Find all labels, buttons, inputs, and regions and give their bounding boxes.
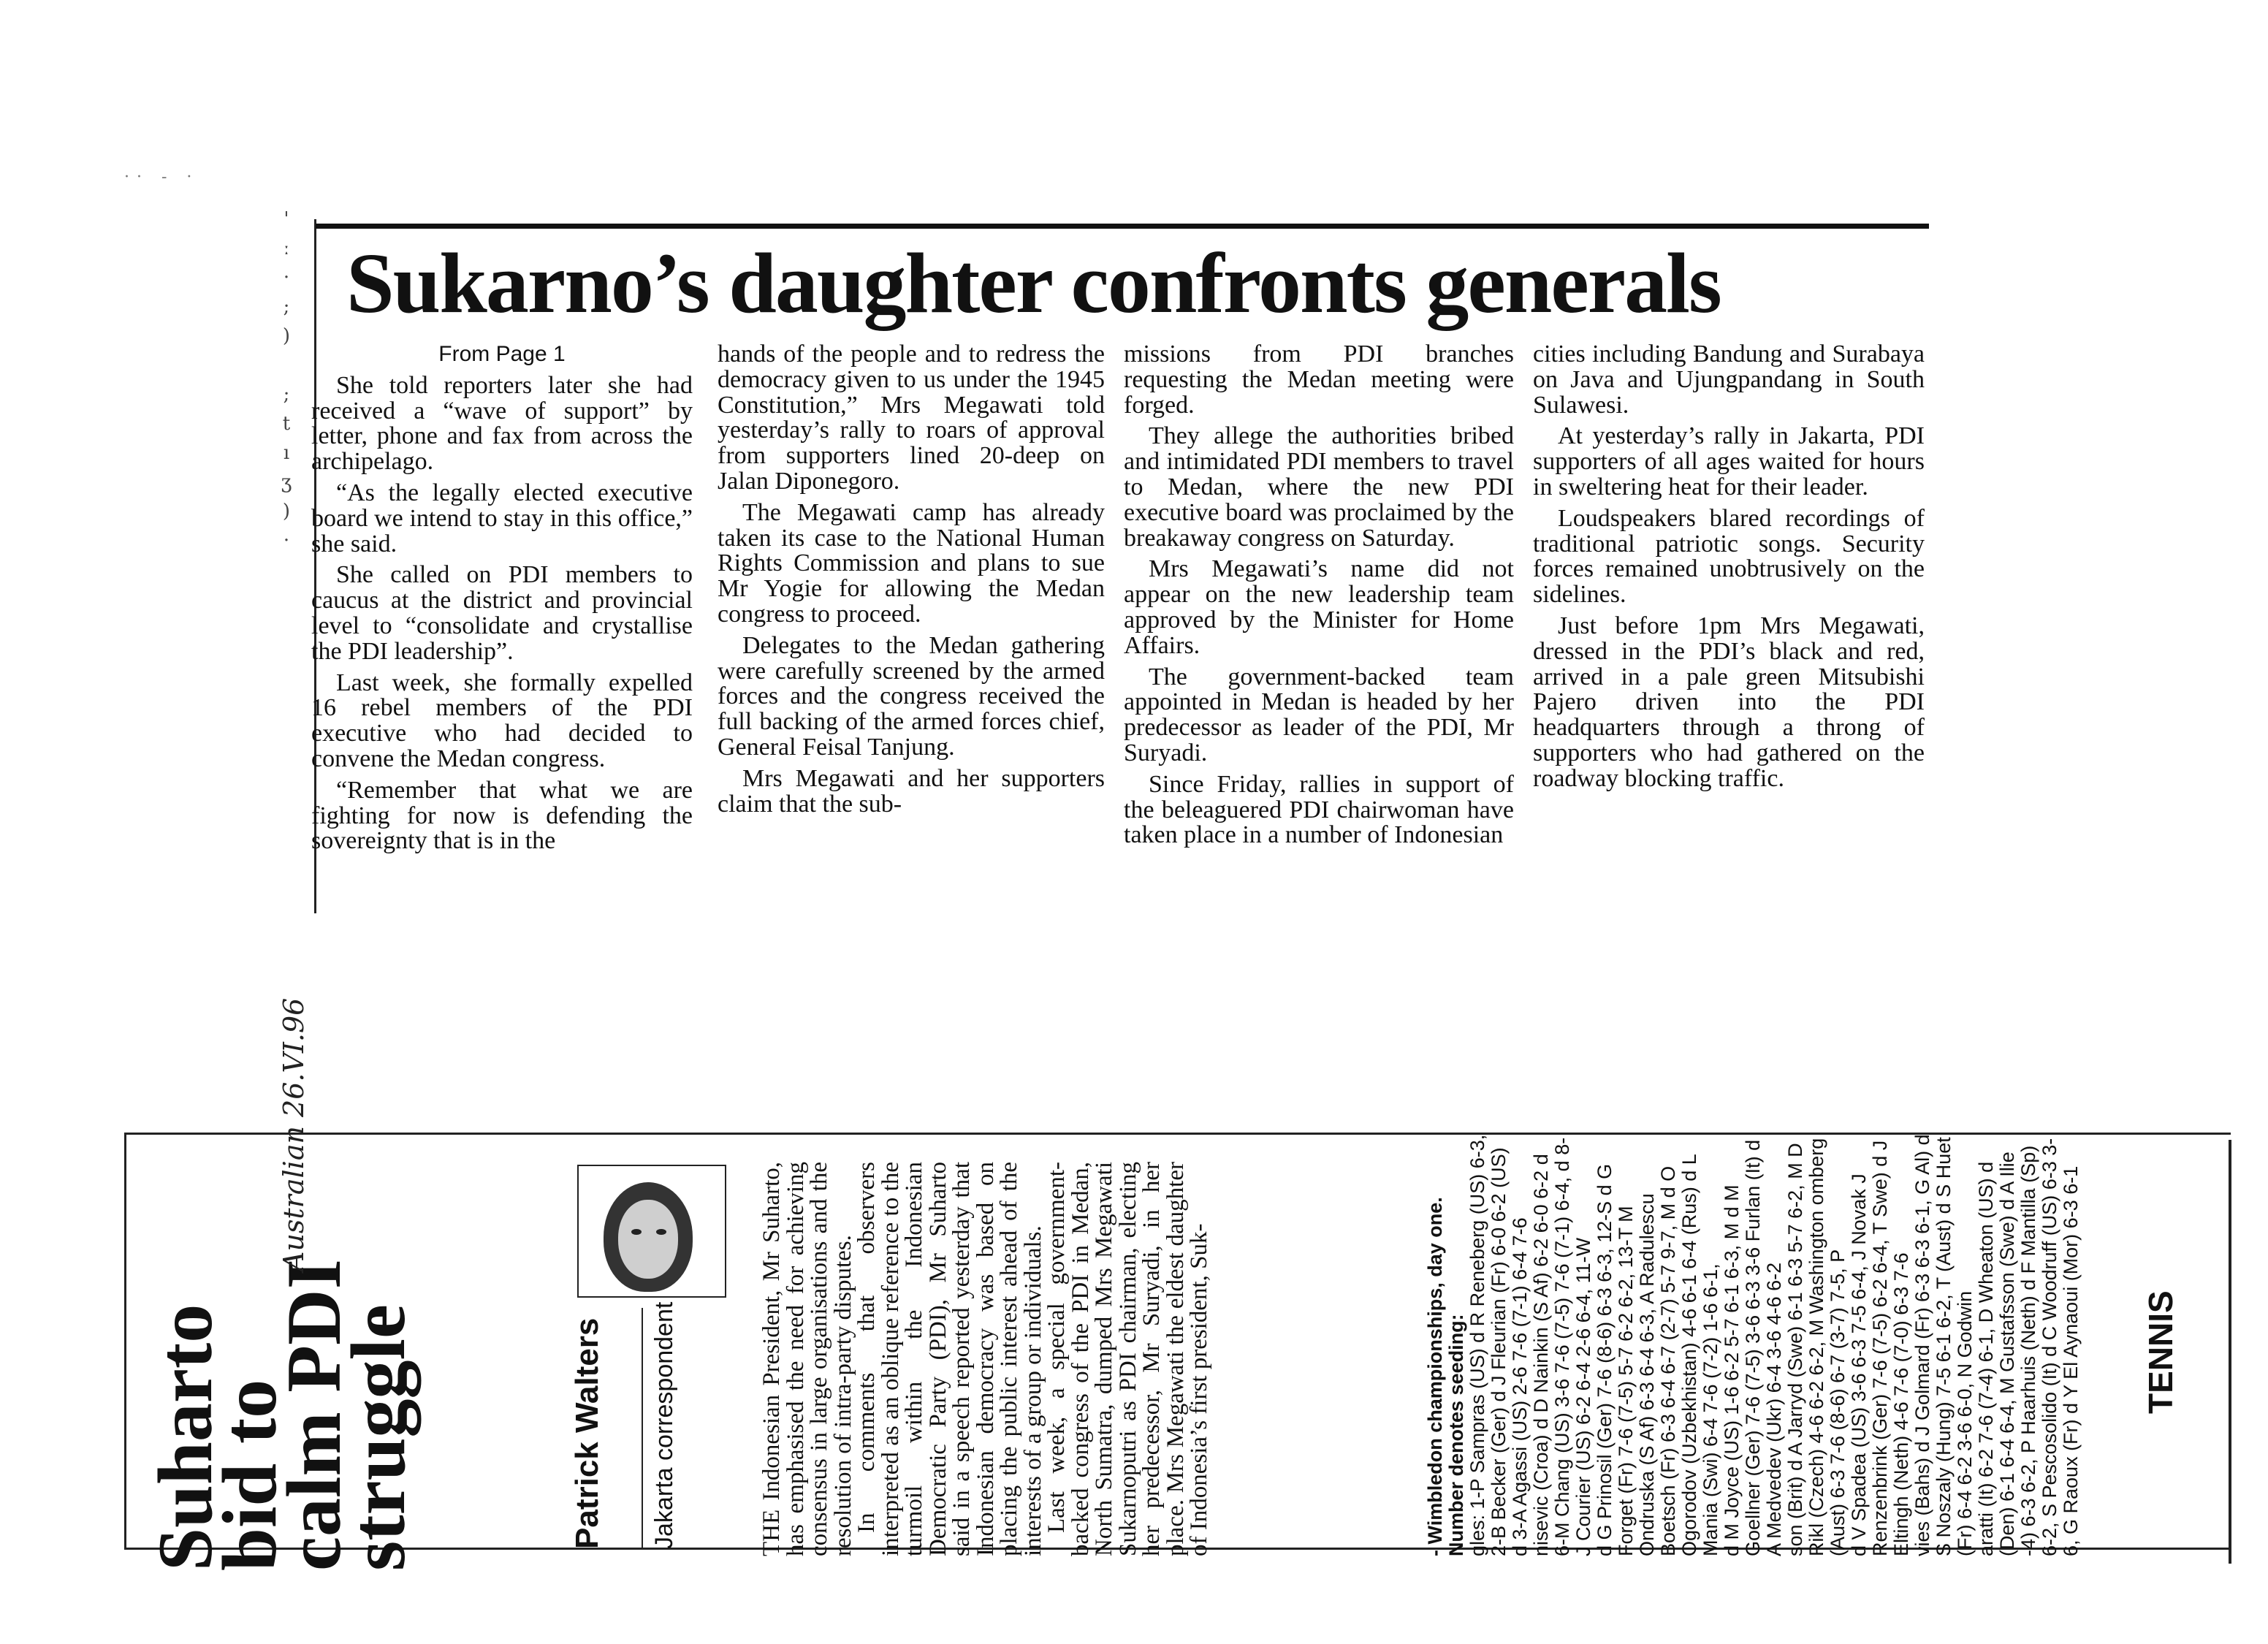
article-headline: Sukarno’s daughter confronts generals bbox=[346, 235, 1721, 331]
tennis-result-line: aratti (It) 6-2 7-6 (7-4) 6-1, D Wheaton (US) d (Den) 6-1 6-4 6-4, M Gustafsson (Swe) d A Ilie -4) 6-3 6-2, P Haarhuis (Neth) d F Mantilla (Sp) bbox=[1975, 1145, 2039, 1556]
byline-name: Patrick Walters bbox=[569, 1317, 605, 1549]
tennis-result-line: d M Joyce (US) 1-6 6-2 5-7 6-1 6-3, M d M Goellner (Ger) 7-6 (7-5) 3-6 6-3 3-6 Furlan (It) d A Medvedev (Ukr) 6-4 3-6 4-6 6-2 bbox=[1721, 1139, 1785, 1556]
tennis-result-line: Boetsch (Fr) 6-3 6-4 6-7 (2-7) 5-7 9-7, M d O Ogorodov (Uzbekhistan) 4-6 6-1 6-4 (Rus) d L Mania (Swi) 6-4 7-6 (7-2) 1-6 6-1, bbox=[1657, 1154, 1721, 1556]
tennis-heading: TENNIS bbox=[2142, 1290, 2180, 1414]
article-paragraph: Mrs Megawati’s name did not appear on the new leadership team approved by the Minister for Home Affairs. bbox=[1124, 555, 1514, 659]
author-photo bbox=[577, 1165, 726, 1298]
column-paragraphs bbox=[1124, 342, 1514, 848]
handwritten-annotation: Australian 26.VI.96 bbox=[278, 997, 310, 1271]
column-paragraphs bbox=[718, 342, 1105, 817]
photo-eye bbox=[656, 1229, 666, 1235]
article-paragraph: Last week, she formally expelled 16 rebel members of the PDI executive who had decided to convene the Medan congress. bbox=[311, 669, 693, 772]
article-paragraph: cities including Bandung and Surabaya on Java and Ujungpandang in South Sulawesi. bbox=[1533, 340, 1925, 419]
photo-face bbox=[618, 1200, 678, 1279]
article-paragraph: The government-backed team appointed in Medan is headed by her predecessor as leader of the PDI, Mr Suryadi. bbox=[1124, 663, 1514, 766]
article-paragraph: hands of the people and to redress the democracy given to us under the 1945 Constitution,” Mrs Megawati told yesterday’s rally to roars of approval from supporters lined 20-deep on Jalan Diponegoro. bbox=[718, 340, 1105, 495]
article-column-2 bbox=[718, 342, 1105, 817]
article-paragraph: Just before 1pm Mrs Megawati, dressed in the PDI’s black and red, arrived in a pale green Mitsubishi Pajero driven into the PDI headquarters through a throng of supporters who had gathered on the roadway blocking traffic. bbox=[1533, 612, 1925, 792]
headline-line: Suharto bbox=[142, 1304, 228, 1571]
article-paragraph: “Remember that what we are fighting for now is defending the sovereignty that is in the bbox=[311, 776, 693, 855]
byline-rule bbox=[642, 1308, 643, 1549]
secondary-headline bbox=[142, 1259, 421, 1571]
tennis-lines bbox=[1467, 1133, 2082, 1556]
tennis-result-line: d G Prinosil (Ger) 7-6 (8-6) 6-3 6-3, 12-S d G Forget (Fr) 7-6 (7-5) 5-7 6-2 6-2, 13-T M Ondruska (S Af) 6-3 6-4 6-3, A Radulescu bbox=[1594, 1163, 1658, 1556]
article-paragraph: They allege the authorities bribed and intimidated PDI members to travel to Medan, where the new PDI executive board was proclaimed by the breakaway congress on Saturday. bbox=[1124, 422, 1514, 552]
column-rule bbox=[2229, 1140, 2231, 1564]
article-paragraph: Mrs Megawati and her supporters claim that the sub- bbox=[718, 764, 1105, 818]
tennis-result-line: vies (Bahs) d J Golmard (Fr) 6-3 6-3 6-1, G Al) d S Noszaly (Hung) 7-5 6-1 6-2, T (Aust) d S Huet (Fr) 6-4 6-2 3-6 6-0, N Godwin bbox=[1911, 1134, 1976, 1556]
tennis-result-line: d V Spadea (US) 3-6 6-3 7-5 6-4, J Novak J Renzenbrink (Ger) 7-6 (7-5) 6-2 6-4, T Swe) d J Eltingh (Neth) 4-6 7-6 (7-0) 6-3 7-6 bbox=[1848, 1140, 1912, 1556]
article-column-4 bbox=[1533, 342, 1925, 792]
article-paragraph: missions from PDI branches requesting the Medan meeting were forged. bbox=[1124, 340, 1514, 419]
column-paragraphs bbox=[1533, 342, 1925, 792]
headline-line: calm PDI bbox=[271, 1259, 357, 1571]
tennis-intro: - Wimbledon championships, day one. Number denotes seeding: bbox=[1424, 1197, 1467, 1556]
article-paragraph: THE Indonesian President, Mr Suharto, has emphasised the need for achieving consensus in large organisations and the resolution of intra-party disputes. bbox=[758, 1162, 856, 1556]
cut-margin-marks: ' ː · ; ) ; t ı ʒ ) · bbox=[281, 208, 292, 552]
scan-artifact: ·· - · bbox=[124, 168, 199, 186]
article-paragraph: Delegates to the Medan gathering were carefully screened by the armed forces and the congress received the full backing of the armed forces chief, General Feisal Tanjung. bbox=[718, 631, 1105, 761]
article-paragraph: “As the legally elected executive board we intend to stay in this office,” she said. bbox=[311, 479, 693, 557]
column-paragraphs bbox=[311, 373, 693, 854]
article-column-1 bbox=[311, 342, 693, 854]
secondary-article-body bbox=[760, 1162, 1211, 1556]
article-paragraph: In comments that observers interpreted as an oblique reference to the turmoil within the Indonesian Democratic Party (PDI), Mr Suharto said in a speech reported yesterday that Indonesian democracy was based on placing the public interest ahead of the interests of a group or individuals. bbox=[853, 1162, 1046, 1556]
photo-eye bbox=[631, 1229, 642, 1235]
article-paragraph: Last week, a special government-backed congress of the PDI in Medan, North Sumatra, dumped Mrs Megawati Sukarnoputri as PDI chairman, electing her predecessor, Mr Suryadi, in her place. Mrs Megawati the eldest daughter of Indonesia’s first president, Suk- bbox=[1043, 1162, 1212, 1556]
headline-rule bbox=[316, 224, 1929, 229]
tennis-results bbox=[1425, 1133, 2082, 1556]
from-page-label: From Page 1 bbox=[438, 342, 566, 366]
article-paragraph: At yesterday’s rally in Jakarta, PDI supporters of all ages waited for hours in sweltering heat for their leader. bbox=[1533, 422, 1925, 501]
headline-line: struggle bbox=[335, 1304, 421, 1571]
tennis-result-line: nisevic (Croa) d D Nainkin (S Af) 6-2 6-0 6-2 d 6-M Chang (US) 3-6 7-6 (7-5) 7-6 (7-1) 6-4, d 8-J Courier (US) 6-2 6-4 2-6 6-4, 11-W bbox=[1530, 1137, 1594, 1556]
byline-role: Jakarta correspondent bbox=[650, 1301, 678, 1549]
headline-line: bid to bbox=[207, 1379, 292, 1571]
tennis-result-line: son (Brit) d A Jarryd (Swe) 6-1 6-3 5-7 6-2, M D Rikl (Czech) 4-6 6-2 6-2, M Washington omberg (Aust) 6-3 7-6 (8-6) 6-7 (3-7) 7-5, P bbox=[1784, 1138, 1849, 1556]
article-paragraph: The Megawati camp has already taken its case to the National Human Rights Commission and plans to sue Mr Yogie for allowing the Medan congress to proceed. bbox=[718, 498, 1105, 628]
article-column-3 bbox=[1124, 342, 1514, 848]
tennis-result-line: 6-2, S Pescosolido (It) d C Woodruff (US) 6-3 3-6, G Raoux (Fr) d Y El Aynaoui (Mor) 6-3 6-1 bbox=[2039, 1138, 2082, 1556]
article-paragraph: Loudspeakers blared recordings of traditional patriotic songs. Security forces remained unobtrusively on the sidelines. bbox=[1533, 504, 1925, 609]
article-paragraph: She told reporters later she had received a “wave of support” by letter, phone and fax from across the archipelago. bbox=[311, 371, 693, 476]
article-paragraph: Since Friday, rallies in support of the beleaguered PDI chairwoman have taken place in a number of Indonesian bbox=[1124, 770, 1514, 849]
tennis-result-line: gles: 1-P Sampras (US) d R Reneberg (US) 6-3, 2-B Becker (Ger) d J Fleurian (Fr) 6-0 6-2 (US) d 3-A Agassi (US) 2-6 7-6 (7-1) 6-4 7-6 bbox=[1466, 1134, 1531, 1556]
article-paragraph: She called on PDI members to caucus at the district and provincial level to “consolidate and crystallise the PDI leadership”. bbox=[311, 561, 693, 665]
